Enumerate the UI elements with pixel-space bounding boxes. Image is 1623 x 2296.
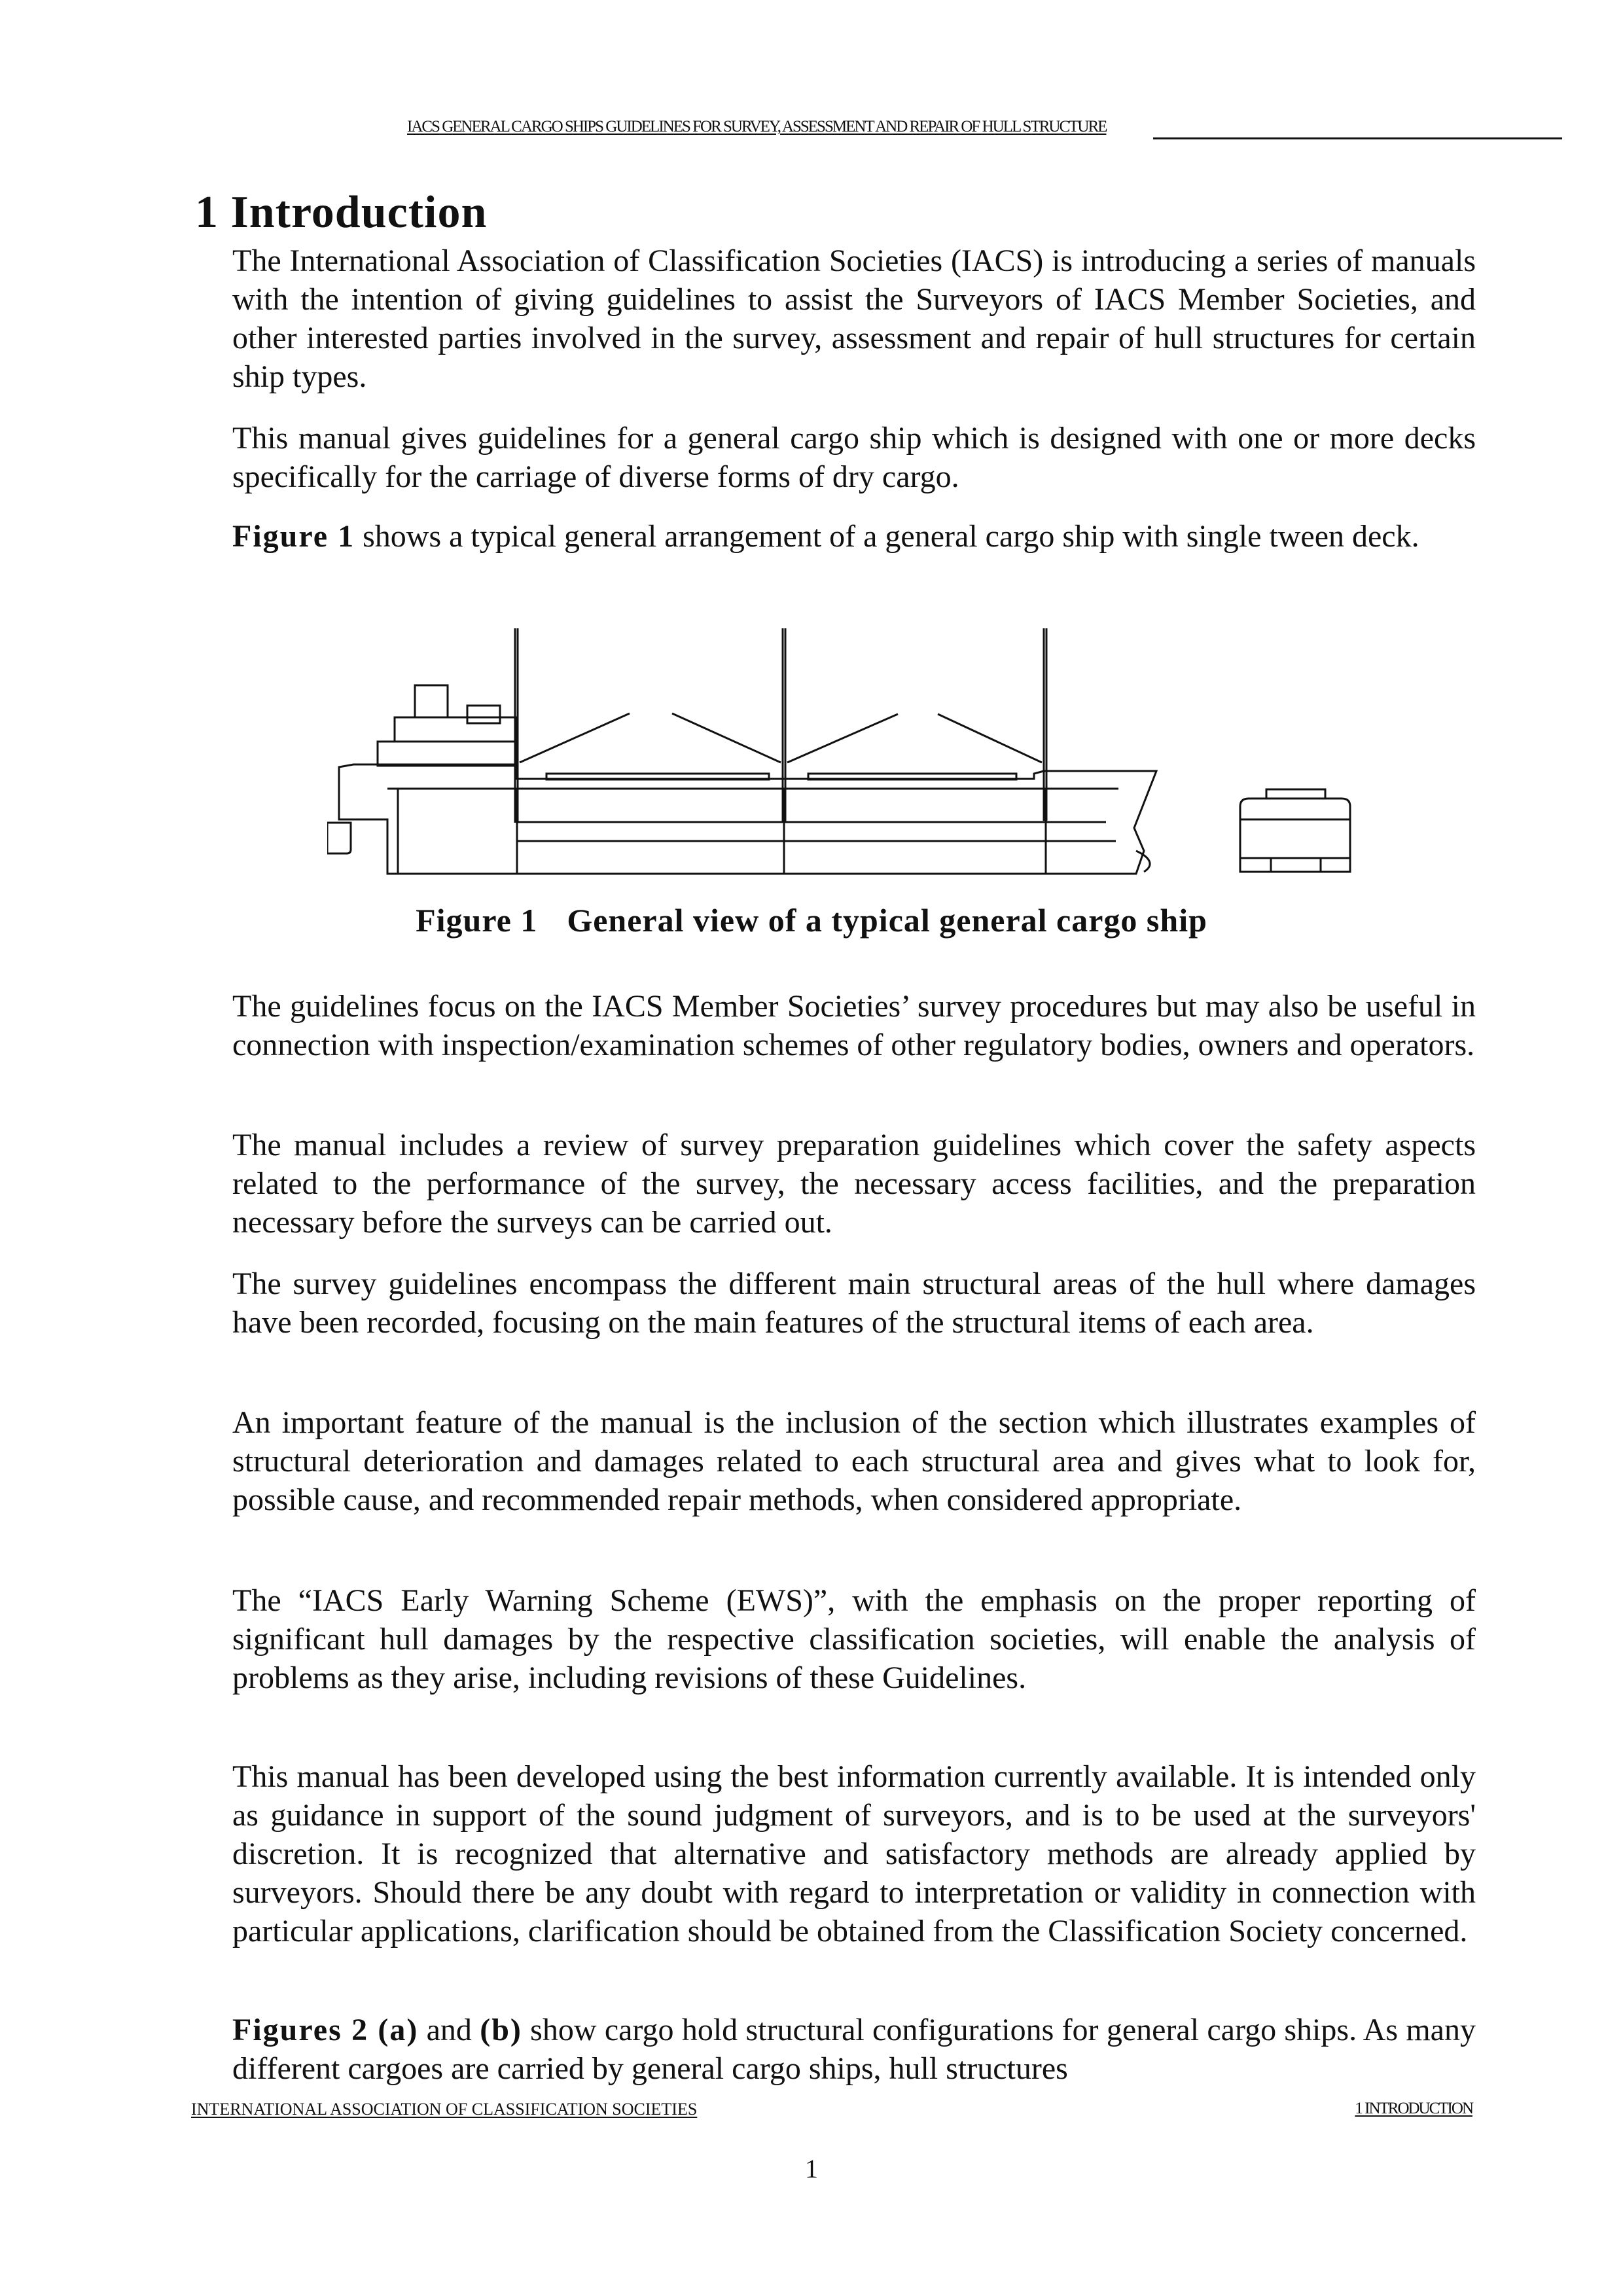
paragraph-damage-examples: An important feature of the manual is the inclusion of the section which illustrates examples of structural deterioration and damages related to each structural area and gives what to look for, possible cause, and recommended repair methods, when considered appropriate. [232,1405,1476,1517]
section-title: Introduction [230,187,488,238]
paragraph-figure-2-reference [232,2011,1476,2088]
header-running-title: IACS GENERAL CARGO SHIPS GUIDELINES FOR SURVEY, ASSESSMENT AND REPAIR OF HULL STRUCTURE [407,118,1107,135]
ship-profile-view [327,628,1156,874]
header-rule [1153,137,1562,139]
figure-1-link[interactable]: Figure 1 [232,519,355,554]
paragraph-figure-1-reference [232,517,1476,556]
paragraph-disclaimer: This manual has been developed using the best information currently available. It is intended only as guidance in support of the sound judgment of surveyors, and is to be used at the surveyors' discretion. It is recognized that alternative and satisfactory methods are already applied by surveyors. Should there be any doubt with regard to interpretation or validity in connection with particular applications, clarification should be obtained from the Classification Society concerned. [232,1759,1476,1948]
derrick [672,713,781,762]
paragraph-text: shows a typical general arrangement of a general cargo ship with single tween deck. [355,519,1419,554]
general-cargo-ship-drawing [327,628,1414,877]
page-number: 1 [805,2154,818,2183]
paragraph-iacs-manuals: The International Association of Classification Societies (IACS) is introducing a series of manuals with the intention of giving guidelines to assist the Surveyors of IACS Member Societies, and other interested parties involved in the survey, assessment and repair of hull structures for certain ship types. [232,243,1476,394]
section-number: 1 [195,187,219,238]
derrick [938,714,1042,762]
figure-caption-text: General view of a typical general cargo ship [567,902,1207,939]
paragraph-text: and [418,2013,480,2047]
figure-1-caption [0,901,1623,939]
hull-outline [339,764,1156,874]
footer-section-label: 1 INTRODUCTION [1355,2100,1472,2117]
figure-2a-link[interactable]: Figures 2 (a) [232,2013,419,2047]
hatch-coaming [546,774,769,780]
paragraph-text: show cargo hold structural configurations for general cargo ships. As many different cargoes are carried by general cargo ships, hull structures [232,2013,1476,2086]
paragraph-survey-preparation: The manual includes a review of survey preparation guidelines which cover the safety aspects related to the performance of the survey, the necessary access facilities, and the preparation necessary before the surveys can be carried out. [232,1128,1476,1240]
paragraph-structural-areas: The survey guidelines encompass the different main structural areas of the hull where damages have been recorded, focusing on the main features of the structural items of each area. [232,1266,1476,1340]
footer-organization: INTERNATIONAL ASSOCIATION OF CLASSIFICATION SOCIETIES [191,2100,698,2119]
section-heading [195,187,487,239]
derrick [520,713,630,762]
figure-label: Figure 1 [416,902,538,939]
paragraph-manual-scope: This manual gives guidelines for a general cargo ship which is designed with one or more decks specifically for the carriage of diverse forms of dry cargo. [232,421,1476,494]
funnel [415,685,448,717]
wheelhouse [467,706,500,723]
ship-midship-section [1240,789,1350,872]
paragraph-early-warning-scheme: The “IACS Early Warning Scheme (EWS)”, with the emphasis on the proper reporting of significant hull damages by the respective classification societies, will enable the analysis of problems as they arise, including revisions of these Guidelines. [232,1583,1476,1695]
paragraph-survey-procedures: The guidelines focus on the IACS Member Societies’ survey procedures but may also be useful in connection with inspection/examination schemes of other regulatory bodies, owners and operators. [232,989,1476,1062]
derrick [787,714,898,762]
rudder [327,823,351,853]
figure-2b-link[interactable]: (b) [480,2013,522,2047]
hatch-coaming [808,774,1016,780]
